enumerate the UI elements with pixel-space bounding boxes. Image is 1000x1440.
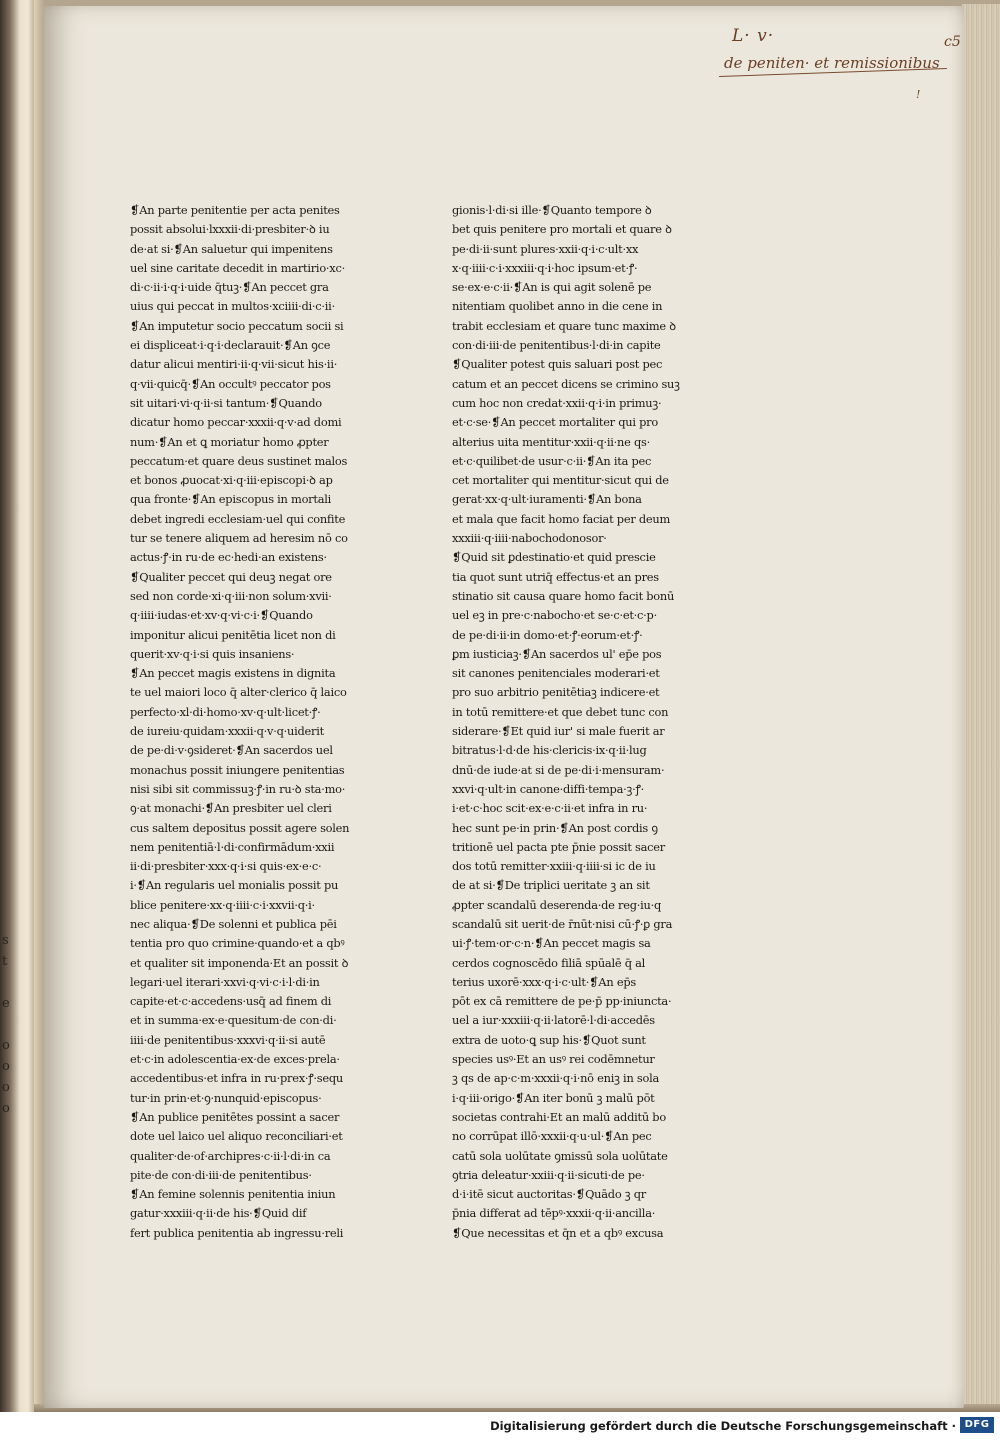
left-column-line: ❡An imputetur socio peccatum socii si — [130, 318, 344, 333]
left-column-line: tur·in prin·et·ꝯ·nunquid·episcopus· — [130, 1090, 322, 1105]
left-column-line: accedentibus·et infra in ru·prex·ꝭ·sequ — [130, 1071, 343, 1086]
left-column-line: uius qui peccat in multos·xciiii·di·c·ii· — [130, 299, 335, 314]
right-column-line: xxvi·q·ult·in canone·diffi·tempa·ꝫ·ꝭ· — [452, 781, 644, 796]
left-column-line: ꝯ·at monachi·❡An presbiter uel cleri — [130, 801, 332, 816]
left-column-line: dicatur homo peccar·xxxii·q·v·ad domi — [130, 415, 342, 430]
right-column-line: pōt ex cā remittere de pe·p̄ pp·iniuncta· — [452, 994, 672, 1009]
right-column-line: sit canones penitenciales moderari·et — [452, 666, 660, 681]
funding-credit: Digitalisierung gefördert durch die Deutsche Forschungsgemeinschaft · — [490, 1419, 956, 1433]
right-column-line: nitentiam quolibet anno in die cene in — [452, 299, 663, 314]
right-column-line: ꝫ qs de ap·c·m·xxxii·q·i·nō eniꝫ in sola — [452, 1071, 660, 1086]
right-column-line: ꝓpter scandalū deserenda·de reg·iu·q — [452, 897, 662, 912]
left-edge-glyph: o — [2, 1059, 10, 1074]
footer-bar — [0, 1412, 1000, 1440]
right-column-line: cum hoc non credat·xxii·q·i·in primuꝫ· — [452, 395, 662, 410]
left-edge-glyph: e — [2, 996, 10, 1011]
right-column-line: de at si·❡De triplici ueritate ꝫ an sit — [452, 878, 650, 893]
right-column-line: ui·ꝭ·tem·or·c·n·❡An peccet magis sa — [452, 936, 651, 951]
left-column-line: ii·di·presbiter·xxx·q·i·si quis·ex·e·c· — [130, 859, 322, 874]
left-column-line: tur se tenere aliquem ad heresim nō co — [130, 531, 348, 546]
left-column-line: ei displiceat·i·q·i·declarauit·❡An ꝯce — [130, 338, 331, 353]
left-column-line: imponitur alicui penitētia licet non di — [130, 627, 336, 642]
right-column-line: bet quis penitere pro mortali et quare ꝺ — [452, 222, 672, 237]
left-edge-glyph: o — [2, 1038, 10, 1053]
left-column-line: pite·de con·di·iii·de penitentibus· — [130, 1167, 312, 1182]
left-column-line: et·c·in adolescentia·ex·de exces·prela· — [130, 1052, 340, 1067]
left-column-line: datur alicui mentiri·ii·q·vii·sicut his·ii· — [130, 357, 338, 372]
right-column-line: hec sunt pe·in prin·❡An post cordis ꝯ — [452, 820, 658, 835]
right-column-line: gionis·l·di·si ille·❡Quanto tempore ꝺ — [452, 203, 652, 217]
right-column-line: uel a iur·xxxiii·q·ii·latorē·l·di·accedēs — [452, 1013, 655, 1028]
right-column-line: d·i·itē sicut auctoritas·❡Quādo ꝫ qr — [452, 1187, 646, 1202]
left-column-line: et bonos ꝓuocat·xi·q·iii·episcopi·ꝺ ap — [130, 473, 333, 488]
right-column-line: ❡Qualiter potest quis saluari post pec — [452, 357, 663, 372]
right-column-line: x·q·iiii·c·i·xxxiii·q·i·hoc ipsum·et·ꝭ· — [452, 260, 638, 275]
left-column-line: gatur·xxxiii·q·ii·de his·❡Quid dif — [130, 1206, 307, 1221]
right-column-line: trabit ecclesiam et quare tunc maxime ꝺ — [452, 318, 676, 333]
right-column-line: uel eꝫ in pre·c·nabocho·et se·c·et·c·p· — [452, 608, 657, 623]
left-edge-glyph — [2, 1014, 16, 1035]
handwritten-heading: de peniten· et remissionibus — [724, 54, 940, 72]
left-column-line: debet ingredi ecclesiam·uel qui confite — [130, 511, 346, 526]
left-column-line: et qualiter sit imponenda·Et an possit ꝺ — [130, 955, 349, 970]
left-column-line: peccatum·et quare deus sustinet malos — [130, 453, 348, 468]
left-column-line: ❡An femine solennis penitentia iniun — [130, 1187, 336, 1202]
right-column-line: pro suo arbitrio penitētiaꝫ indicere·et — [452, 685, 660, 700]
right-column-line: ❡Que necessitas et q̄n et a qbꝰ excusa — [452, 1225, 664, 1240]
left-column-line: iiii·de penitentibus·xxxvi·q·ii·si autē — [130, 1032, 326, 1047]
right-column-line: in totū remittere·et que debet tunc con — [452, 704, 669, 719]
right-column-line: dnū·de iude·at si de pe·di·i·mensuram· — [452, 762, 665, 777]
left-edge-glyph: s — [2, 933, 9, 948]
right-column-line: cet mortaliter qui mentitur·sicut qui de — [452, 473, 669, 488]
left-column-line: de iureiu·quidam·xxxii·q·v·q·uiderit — [130, 724, 324, 739]
left-column-line: monachus possit iniungere penitentias — [130, 762, 345, 777]
right-column-line: i·et·c·hoc scit·ex·e·c·ii·et infra in ru· — [452, 801, 648, 816]
right-column-line: terius uxorē·xxx·q·i·c·ult·❡An ep̄s — [452, 974, 636, 989]
left-column-line: q·vii·quicq̄·❡An occultꝰ peccator pos — [130, 376, 331, 391]
right-column-line: societas contrahi·Et an malū additū bo — [452, 1109, 666, 1124]
right-column-line: ꝯtria deleatur·xxiii·q·ii·sicuti·de pe· — [452, 1167, 645, 1182]
left-column-line: num·❡An et ꝗ moriatur homo ꝓpter — [130, 434, 329, 449]
right-column-line: cerdos cognoscēdo filiā spūalē q̄ al — [452, 955, 646, 970]
right-column-line: alterius uita mentitur·xxii·q·ii·ne qs· — [452, 434, 650, 449]
left-column-line: blice penitere·xx·q·iiii·c·i·xxvii·q·i· — [130, 897, 315, 912]
right-column-line: et mala que facit homo faciat per deum — [452, 511, 671, 526]
right-page-stack — [962, 4, 1000, 1410]
left-column-line: qualiter·de·of·archipres·c·ii·l·di·in ca — [130, 1148, 331, 1163]
left-column-line: de·at si·❡An saluetur qui impenitens — [130, 241, 333, 256]
right-column-line: tia quot sunt utriq̄ effectus·et an pres — [452, 569, 659, 584]
text-column-right — [452, 201, 708, 1243]
left-column-line: possit absolui·lxxxii·di·presbiter·ꝺ iu — [130, 222, 330, 237]
left-column-line: fert publica penitentia ab ingressu·reli — [130, 1225, 344, 1240]
right-column-line: scandalū sit uerit·de r̄nūt·nisi cū·ꝭ·ꝑ gra — [452, 916, 673, 931]
right-column-line: catum et an peccet dicens se crimino suꝫ — [452, 376, 680, 391]
right-column-line: con·di·iii·de penitentibus·l·di·in capite — [452, 338, 661, 353]
right-column-line: catū sola uolūtate ꝯmissū sola uolūtate — [452, 1148, 668, 1163]
text-column-left — [130, 201, 388, 1243]
dfg-logo: DFG — [960, 1417, 994, 1433]
right-column-line: xxxiii·q·iiii·nabochodonosor· — [452, 531, 607, 546]
right-column-line: ❡Quid sit ꝑdestinatio·et quid prescie — [452, 550, 656, 565]
right-column-line: se·ex·e·c·ii·❡An is qui agit solenē pe — [452, 280, 652, 295]
handwritten-tick-mark: ! — [916, 88, 921, 101]
left-edge-glyph: o — [2, 1080, 10, 1095]
right-column-line: extra de uoto·ꝗ sup his·❡Quot sunt — [452, 1032, 646, 1047]
left-column-line: nec aliqua·❡De solenni et publica pēi — [130, 916, 337, 931]
left-column-line: nisi sibi sit commissuꝫ·ꝭ·in ru·ꝺ sta·mo· — [130, 781, 346, 796]
left-column-line: ❡An parte penitentie per acta penites — [130, 203, 340, 217]
right-column-line: bitratus·l·d·de his·clericis·ix·q·ii·lug — [452, 743, 647, 758]
right-column-line: de pe·di·ii·in domo·et·ꝭ·eorum·et·ꝭ· — [452, 627, 643, 642]
left-column-line: te uel maiori loco q̄ alter·clerico q̄ laico — [130, 685, 347, 700]
right-column-line: et·c·quilibet·de usur·c·ii·❡An ita pec — [452, 453, 652, 468]
left-column-line: ❡Qualiter peccet qui deuꝫ negat ore — [130, 569, 332, 584]
left-column-line: qua fronte·❡An episcopus in mortali — [130, 492, 332, 507]
right-column-line: no corrūpat illō·xxxii·q·u·ul·❡An pec — [452, 1129, 652, 1144]
left-column-line: de pe·di·v·ꝯsideret·❡An sacerdos uel — [130, 743, 333, 758]
left-column-line: ❡An publice penitētes possint a sacer — [130, 1109, 340, 1124]
left-column-line: dote uel laico uel aliquo reconciliari·et — [130, 1129, 343, 1144]
left-edge-glyphs — [2, 930, 16, 1119]
right-column-line: i·q·iii·origo·❡An iter bonū ꝫ malū pōt — [452, 1090, 655, 1105]
left-page-edge — [0, 0, 34, 1412]
left-column-line: et in summa·ex·e·quesitum·de con·di· — [130, 1013, 337, 1028]
left-column-line: perfecto·xl·di·homo·xv·q·ult·licet·ꝭ· — [130, 704, 321, 719]
left-column-line: actus·ꝭ·in ru·de ec·hedi·an existens· — [130, 550, 327, 565]
right-column-line: dos totū remitter·xxiii·q·iiii·si ic de iu — [452, 859, 656, 874]
right-column-line: tritionē uel pacta pte p̄nie possit sacer — [452, 839, 665, 854]
left-column-line: ❡An peccet magis existens in dignita — [130, 666, 336, 681]
handwritten-letters: L· v· — [732, 26, 775, 46]
right-column-line: gerat·xx·q·ult·iuramenti·❡An bona — [452, 492, 642, 507]
left-column-line: sed non corde·xi·q·iii·non solum·xvii· — [130, 588, 332, 603]
left-column-line: i·❡An regularis uel monialis possit pu — [130, 878, 339, 893]
left-column-line: cus saltem depositus possit agere solen — [130, 820, 350, 835]
left-edge-glyph — [2, 972, 16, 993]
left-column-line: di·c·ii·i·q·i·uide q̄tuꝫ·❡An peccet gra — [130, 280, 329, 295]
right-column-line: ꝑm iusticiaꝫ·❡An sacerdos ul' ep̄e pos — [452, 646, 662, 661]
left-column-line: capite·et·c·accedens·usq̄ ad finem di — [130, 994, 332, 1009]
left-column-line: sit uitari·vi·q·ii·si tantum·❡Quando — [130, 395, 322, 410]
right-column-line: species usꝰ·Et an usꝰ rei codēmnetur — [452, 1052, 655, 1067]
left-column-line: tentia pro quo crimine·quando·et a qbꝰ — [130, 936, 345, 951]
left-column-line: legari·uel iterari·xxvi·q·vi·c·i·l·di·in — [130, 974, 320, 989]
handwritten-folio-number: c5 — [944, 34, 961, 50]
left-edge-glyph: t — [2, 954, 8, 969]
left-column-line: uel sine caritate decedit in martirio·xc· — [130, 260, 345, 275]
right-column-line: pe·di·ii·sunt plures·xxii·q·i·c·ult·xx — [452, 241, 639, 256]
left-column-line: nem penitentiā·l·di·confirmādum·xxii — [130, 839, 335, 854]
left-edge-glyph: o — [2, 1101, 10, 1116]
right-column-line: p̄nia differat ad tēpꝰ·xxxii·q·ii·ancilla· — [452, 1206, 656, 1221]
page — [44, 6, 964, 1408]
left-column-line: q·iiii·iudas·et·xv·q·vi·c·i·❡Quando — [130, 608, 313, 623]
right-column-line: stinatio sit causa quare homo facit bonū — [452, 588, 675, 603]
right-column-line: siderare·❡Et quid iur' si male fuerit ar — [452, 724, 665, 739]
left-column-line: querit·xv·q·i·si quis insaniens· — [130, 646, 295, 661]
right-column-line: et·c·se·❡An peccet mortaliter qui pro — [452, 415, 658, 430]
